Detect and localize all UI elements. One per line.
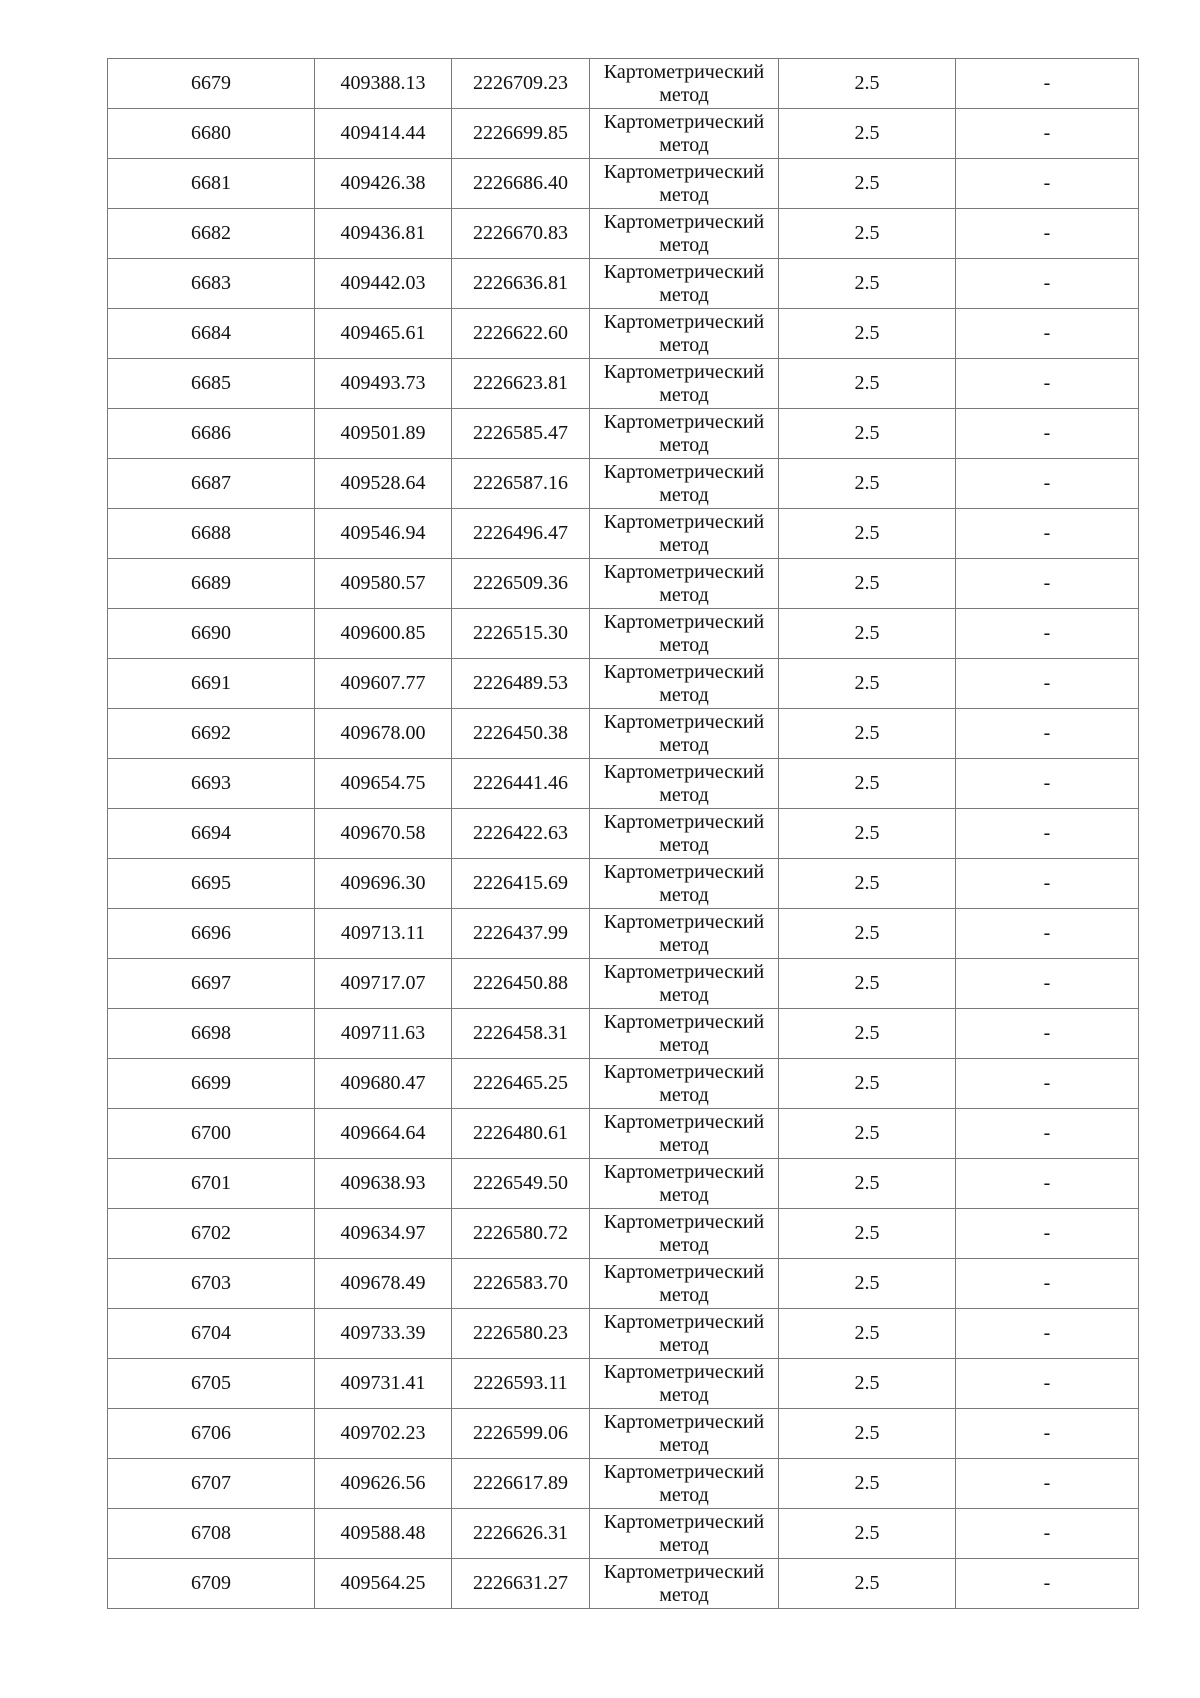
- method-line-1: Картометрический: [603, 1310, 765, 1333]
- x-coordinate-cell: 409564.25: [315, 1559, 452, 1609]
- x-coordinate-cell: 409580.57: [315, 559, 452, 609]
- method-line-1: Картометрический: [603, 710, 765, 733]
- note-cell: -: [956, 1459, 1139, 1509]
- accuracy-cell: 2.5: [779, 209, 956, 259]
- y-coordinate-cell: 2226496.47: [452, 509, 590, 559]
- x-coordinate-cell: 409680.47: [315, 1059, 452, 1109]
- table-row: [108, 159, 1139, 209]
- method-line-2: метод: [659, 133, 709, 156]
- table-row: [108, 109, 1139, 159]
- accuracy-cell: 2.5: [779, 109, 956, 159]
- accuracy-cell: 2.5: [779, 159, 956, 209]
- x-coordinate-cell: 409493.73: [315, 359, 452, 409]
- method-cell: [590, 1559, 779, 1609]
- x-coordinate-cell: 409711.63: [315, 1009, 452, 1059]
- point-number-cell: 6701: [108, 1159, 315, 1209]
- table-row: [108, 1109, 1139, 1159]
- accuracy-cell: 2.5: [779, 1109, 956, 1159]
- method-line-1: Картометрический: [603, 310, 765, 333]
- table-row: [108, 259, 1139, 309]
- method-cell: [590, 1009, 779, 1059]
- accuracy-cell: 2.5: [779, 1559, 956, 1609]
- point-number-cell: 6688: [108, 509, 315, 559]
- table-row: [108, 1159, 1139, 1209]
- point-number-cell: 6684: [108, 309, 315, 359]
- method-line-1: Картометрический: [603, 360, 765, 383]
- point-number-cell: 6708: [108, 1509, 315, 1559]
- point-number-cell: 6680: [108, 109, 315, 159]
- accuracy-cell: 2.5: [779, 509, 956, 559]
- note-cell: -: [956, 159, 1139, 209]
- point-number-cell: 6683: [108, 259, 315, 309]
- x-coordinate-cell: 409442.03: [315, 259, 452, 309]
- note-cell: -: [956, 309, 1139, 359]
- method-line-2: метод: [659, 83, 709, 106]
- point-number-cell: 6687: [108, 459, 315, 509]
- y-coordinate-cell: 2226699.85: [452, 109, 590, 159]
- y-coordinate-cell: 2226580.72: [452, 1209, 590, 1259]
- point-number-cell: 6699: [108, 1059, 315, 1109]
- point-number-cell: 6679: [108, 59, 315, 109]
- x-coordinate-cell: 409436.81: [315, 209, 452, 259]
- method-line-2: метод: [659, 783, 709, 806]
- method-line-1: Картометрический: [603, 810, 765, 833]
- method-line-1: Картометрический: [603, 1260, 765, 1283]
- x-coordinate-cell: 409588.48: [315, 1509, 452, 1559]
- x-coordinate-cell: 409638.93: [315, 1159, 452, 1209]
- point-number-cell: 6709: [108, 1559, 315, 1609]
- note-cell: -: [956, 109, 1139, 159]
- accuracy-cell: 2.5: [779, 959, 956, 1009]
- note-cell: -: [956, 1009, 1139, 1059]
- y-coordinate-cell: 2226686.40: [452, 159, 590, 209]
- method-line-2: метод: [659, 1083, 709, 1106]
- method-line-2: метод: [659, 733, 709, 756]
- method-cell: [590, 859, 779, 909]
- accuracy-cell: 2.5: [779, 1159, 956, 1209]
- table-row: [108, 559, 1139, 609]
- accuracy-cell: 2.5: [779, 1009, 956, 1059]
- point-number-cell: 6681: [108, 159, 315, 209]
- method-cell: [590, 1459, 779, 1509]
- x-coordinate-cell: 409528.64: [315, 459, 452, 509]
- method-line-1: Картометрический: [603, 660, 765, 683]
- method-line-1: Картометрический: [603, 560, 765, 583]
- method-line-1: Картометрический: [603, 860, 765, 883]
- y-coordinate-cell: 2226626.31: [452, 1509, 590, 1559]
- x-coordinate-cell: 409696.30: [315, 859, 452, 909]
- note-cell: -: [956, 609, 1139, 659]
- method-line-1: Картометрический: [603, 960, 765, 983]
- method-cell: [590, 59, 779, 109]
- method-cell: [590, 1159, 779, 1209]
- accuracy-cell: 2.5: [779, 1059, 956, 1109]
- method-cell: [590, 109, 779, 159]
- table-row: [108, 1309, 1139, 1359]
- note-cell: -: [956, 559, 1139, 609]
- method-cell: [590, 259, 779, 309]
- method-line-1: Картометрический: [603, 460, 765, 483]
- method-cell: [590, 909, 779, 959]
- note-cell: -: [956, 409, 1139, 459]
- point-number-cell: 6686: [108, 409, 315, 459]
- x-coordinate-cell: 409634.97: [315, 1209, 452, 1259]
- accuracy-cell: 2.5: [779, 1459, 956, 1509]
- y-coordinate-cell: 2226593.11: [452, 1359, 590, 1409]
- y-coordinate-cell: 2226489.53: [452, 659, 590, 709]
- table-row: [108, 1559, 1139, 1609]
- method-line-1: Картометрический: [603, 1360, 765, 1383]
- coordinates-table-body: [108, 59, 1139, 1609]
- method-line-2: метод: [659, 683, 709, 706]
- method-line-2: метод: [659, 533, 709, 556]
- method-cell: [590, 1209, 779, 1259]
- method-cell: [590, 809, 779, 859]
- accuracy-cell: 2.5: [779, 1209, 956, 1259]
- accuracy-cell: 2.5: [779, 809, 956, 859]
- method-line-1: Картометрический: [603, 760, 765, 783]
- method-line-2: метод: [659, 1533, 709, 1556]
- method-line-2: метод: [659, 1583, 709, 1606]
- point-number-cell: 6695: [108, 859, 315, 909]
- method-line-2: метод: [659, 1183, 709, 1206]
- point-number-cell: 6697: [108, 959, 315, 1009]
- method-line-2: метод: [659, 483, 709, 506]
- method-line-2: метод: [659, 883, 709, 906]
- accuracy-cell: 2.5: [779, 609, 956, 659]
- y-coordinate-cell: 2226415.69: [452, 859, 590, 909]
- note-cell: -: [956, 59, 1139, 109]
- method-line-2: метод: [659, 433, 709, 456]
- accuracy-cell: 2.5: [779, 759, 956, 809]
- point-number-cell: 6704: [108, 1309, 315, 1359]
- method-cell: [590, 959, 779, 1009]
- accuracy-cell: 2.5: [779, 359, 956, 409]
- method-line-1: Картометрический: [603, 1410, 765, 1433]
- table-row: [108, 809, 1139, 859]
- method-line-1: Картометрический: [603, 1210, 765, 1233]
- table-row: [108, 609, 1139, 659]
- method-line-1: Картометрический: [603, 410, 765, 433]
- method-line-2: метод: [659, 983, 709, 1006]
- y-coordinate-cell: 2226636.81: [452, 259, 590, 309]
- note-cell: -: [956, 209, 1139, 259]
- method-line-2: метод: [659, 1133, 709, 1156]
- method-line-2: метод: [659, 233, 709, 256]
- method-line-1: Картометрический: [603, 910, 765, 933]
- method-line-1: Картометрический: [603, 1010, 765, 1033]
- y-coordinate-cell: 2226480.61: [452, 1109, 590, 1159]
- y-coordinate-cell: 2226450.38: [452, 709, 590, 759]
- point-number-cell: 6703: [108, 1259, 315, 1309]
- accuracy-cell: 2.5: [779, 1359, 956, 1409]
- method-line-2: метод: [659, 583, 709, 606]
- accuracy-cell: 2.5: [779, 709, 956, 759]
- x-coordinate-cell: 409501.89: [315, 409, 452, 459]
- table-row: [108, 209, 1139, 259]
- x-coordinate-cell: 409733.39: [315, 1309, 452, 1359]
- accuracy-cell: 2.5: [779, 409, 956, 459]
- y-coordinate-cell: 2226622.60: [452, 309, 590, 359]
- method-cell: [590, 1109, 779, 1159]
- x-coordinate-cell: 409607.77: [315, 659, 452, 709]
- method-cell: [590, 1409, 779, 1459]
- table-row: [108, 1359, 1139, 1409]
- method-cell: [590, 659, 779, 709]
- note-cell: -: [956, 809, 1139, 859]
- method-line-1: Картометрический: [603, 210, 765, 233]
- note-cell: -: [956, 1109, 1139, 1159]
- note-cell: -: [956, 259, 1139, 309]
- method-cell: [590, 459, 779, 509]
- table-row: [108, 1409, 1139, 1459]
- x-coordinate-cell: 409713.11: [315, 909, 452, 959]
- note-cell: -: [956, 959, 1139, 1009]
- method-cell: [590, 159, 779, 209]
- table-row: [108, 1209, 1139, 1259]
- accuracy-cell: 2.5: [779, 1509, 956, 1559]
- method-cell: [590, 409, 779, 459]
- table-row: [108, 509, 1139, 559]
- method-line-2: метод: [659, 383, 709, 406]
- y-coordinate-cell: 2226670.83: [452, 209, 590, 259]
- x-coordinate-cell: 409626.56: [315, 1459, 452, 1509]
- method-line-1: Картометрический: [603, 60, 765, 83]
- method-cell: [590, 709, 779, 759]
- method-cell: [590, 609, 779, 659]
- method-line-2: метод: [659, 283, 709, 306]
- note-cell: -: [956, 359, 1139, 409]
- point-number-cell: 6693: [108, 759, 315, 809]
- accuracy-cell: 2.5: [779, 459, 956, 509]
- method-cell: [590, 1359, 779, 1409]
- method-line-1: Картометрический: [603, 110, 765, 133]
- x-coordinate-cell: 409678.00: [315, 709, 452, 759]
- note-cell: -: [956, 859, 1139, 909]
- point-number-cell: 6705: [108, 1359, 315, 1409]
- method-line-1: Картометрический: [603, 1110, 765, 1133]
- y-coordinate-cell: 2226437.99: [452, 909, 590, 959]
- x-coordinate-cell: 409414.44: [315, 109, 452, 159]
- accuracy-cell: 2.5: [779, 1409, 956, 1459]
- y-coordinate-cell: 2226709.23: [452, 59, 590, 109]
- note-cell: -: [956, 509, 1139, 559]
- accuracy-cell: 2.5: [779, 1259, 956, 1309]
- point-number-cell: 6685: [108, 359, 315, 409]
- method-line-2: метод: [659, 333, 709, 356]
- method-line-2: метод: [659, 1333, 709, 1356]
- y-coordinate-cell: 2226631.27: [452, 1559, 590, 1609]
- point-number-cell: 6690: [108, 609, 315, 659]
- method-line-2: метод: [659, 833, 709, 856]
- x-coordinate-cell: 409670.58: [315, 809, 452, 859]
- note-cell: -: [956, 459, 1139, 509]
- table-row: [108, 1059, 1139, 1109]
- table-row: [108, 909, 1139, 959]
- point-number-cell: 6696: [108, 909, 315, 959]
- note-cell: -: [956, 1359, 1139, 1409]
- note-cell: -: [956, 909, 1139, 959]
- accuracy-cell: 2.5: [779, 559, 956, 609]
- point-number-cell: 6682: [108, 209, 315, 259]
- note-cell: -: [956, 1159, 1139, 1209]
- accuracy-cell: 2.5: [779, 659, 956, 709]
- y-coordinate-cell: 2226617.89: [452, 1459, 590, 1509]
- table-row: [108, 859, 1139, 909]
- note-cell: -: [956, 1559, 1139, 1609]
- y-coordinate-cell: 2226441.46: [452, 759, 590, 809]
- table-row: [108, 59, 1139, 109]
- method-line-1: Картометрический: [603, 260, 765, 283]
- method-line-1: Картометрический: [603, 1460, 765, 1483]
- table-row: [108, 1509, 1139, 1559]
- accuracy-cell: 2.5: [779, 859, 956, 909]
- x-coordinate-cell: 409678.49: [315, 1259, 452, 1309]
- method-cell: [590, 1509, 779, 1559]
- note-cell: -: [956, 1409, 1139, 1459]
- table-row: [108, 959, 1139, 1009]
- table-row: [108, 359, 1139, 409]
- point-number-cell: 6702: [108, 1209, 315, 1259]
- y-coordinate-cell: 2226549.50: [452, 1159, 590, 1209]
- y-coordinate-cell: 2226465.25: [452, 1059, 590, 1109]
- y-coordinate-cell: 2226585.47: [452, 409, 590, 459]
- y-coordinate-cell: 2226580.23: [452, 1309, 590, 1359]
- note-cell: -: [956, 1309, 1139, 1359]
- method-cell: [590, 1309, 779, 1359]
- method-line-2: метод: [659, 1483, 709, 1506]
- x-coordinate-cell: 409388.13: [315, 59, 452, 109]
- table-row: [108, 659, 1139, 709]
- x-coordinate-cell: 409731.41: [315, 1359, 452, 1409]
- note-cell: -: [956, 659, 1139, 709]
- method-cell: [590, 359, 779, 409]
- note-cell: -: [956, 759, 1139, 809]
- x-coordinate-cell: 409600.85: [315, 609, 452, 659]
- point-number-cell: 6706: [108, 1409, 315, 1459]
- point-number-cell: 6698: [108, 1009, 315, 1059]
- method-line-1: Картометрический: [603, 1560, 765, 1583]
- method-line-2: метод: [659, 633, 709, 656]
- method-cell: [590, 759, 779, 809]
- note-cell: -: [956, 709, 1139, 759]
- x-coordinate-cell: 409546.94: [315, 509, 452, 559]
- note-cell: -: [956, 1509, 1139, 1559]
- method-line-1: Картометрический: [603, 1060, 765, 1083]
- method-line-1: Картометрический: [603, 510, 765, 533]
- point-number-cell: 6692: [108, 709, 315, 759]
- point-number-cell: 6707: [108, 1459, 315, 1509]
- method-cell: [590, 209, 779, 259]
- method-line-1: Картометрический: [603, 1160, 765, 1183]
- point-number-cell: 6689: [108, 559, 315, 609]
- y-coordinate-cell: 2226458.31: [452, 1009, 590, 1059]
- accuracy-cell: 2.5: [779, 59, 956, 109]
- method-line-2: метод: [659, 1233, 709, 1256]
- method-line-2: метод: [659, 933, 709, 956]
- y-coordinate-cell: 2226450.88: [452, 959, 590, 1009]
- method-cell: [590, 509, 779, 559]
- y-coordinate-cell: 2226623.81: [452, 359, 590, 409]
- point-number-cell: 6700: [108, 1109, 315, 1159]
- method-line-2: метод: [659, 1033, 709, 1056]
- method-line-2: метод: [659, 1383, 709, 1406]
- accuracy-cell: 2.5: [779, 309, 956, 359]
- method-line-2: метод: [659, 1283, 709, 1306]
- coordinates-table: [107, 58, 1139, 1609]
- y-coordinate-cell: 2226515.30: [452, 609, 590, 659]
- method-line-1: Картометрический: [603, 1510, 765, 1533]
- note-cell: -: [956, 1059, 1139, 1109]
- point-number-cell: 6694: [108, 809, 315, 859]
- x-coordinate-cell: 409426.38: [315, 159, 452, 209]
- table-row: [108, 309, 1139, 359]
- x-coordinate-cell: 409465.61: [315, 309, 452, 359]
- y-coordinate-cell: 2226599.06: [452, 1409, 590, 1459]
- method-cell: [590, 559, 779, 609]
- method-cell: [590, 1259, 779, 1309]
- accuracy-cell: 2.5: [779, 909, 956, 959]
- note-cell: -: [956, 1209, 1139, 1259]
- table-row: [108, 1459, 1139, 1509]
- y-coordinate-cell: 2226509.36: [452, 559, 590, 609]
- accuracy-cell: 2.5: [779, 259, 956, 309]
- y-coordinate-cell: 2226583.70: [452, 1259, 590, 1309]
- table-row: [108, 409, 1139, 459]
- x-coordinate-cell: 409702.23: [315, 1409, 452, 1459]
- table-row: [108, 1259, 1139, 1309]
- y-coordinate-cell: 2226422.63: [452, 809, 590, 859]
- note-cell: -: [956, 1259, 1139, 1309]
- method-line-2: метод: [659, 183, 709, 206]
- x-coordinate-cell: 409664.64: [315, 1109, 452, 1159]
- point-number-cell: 6691: [108, 659, 315, 709]
- table-row: [108, 459, 1139, 509]
- method-cell: [590, 1059, 779, 1109]
- table-row: [108, 709, 1139, 759]
- y-coordinate-cell: 2226587.16: [452, 459, 590, 509]
- method-line-1: Картометрический: [603, 610, 765, 633]
- method-line-1: Картометрический: [603, 160, 765, 183]
- method-line-2: метод: [659, 1433, 709, 1456]
- x-coordinate-cell: 409654.75: [315, 759, 452, 809]
- method-cell: [590, 309, 779, 359]
- table-row: [108, 1009, 1139, 1059]
- table-row: [108, 759, 1139, 809]
- accuracy-cell: 2.5: [779, 1309, 956, 1359]
- x-coordinate-cell: 409717.07: [315, 959, 452, 1009]
